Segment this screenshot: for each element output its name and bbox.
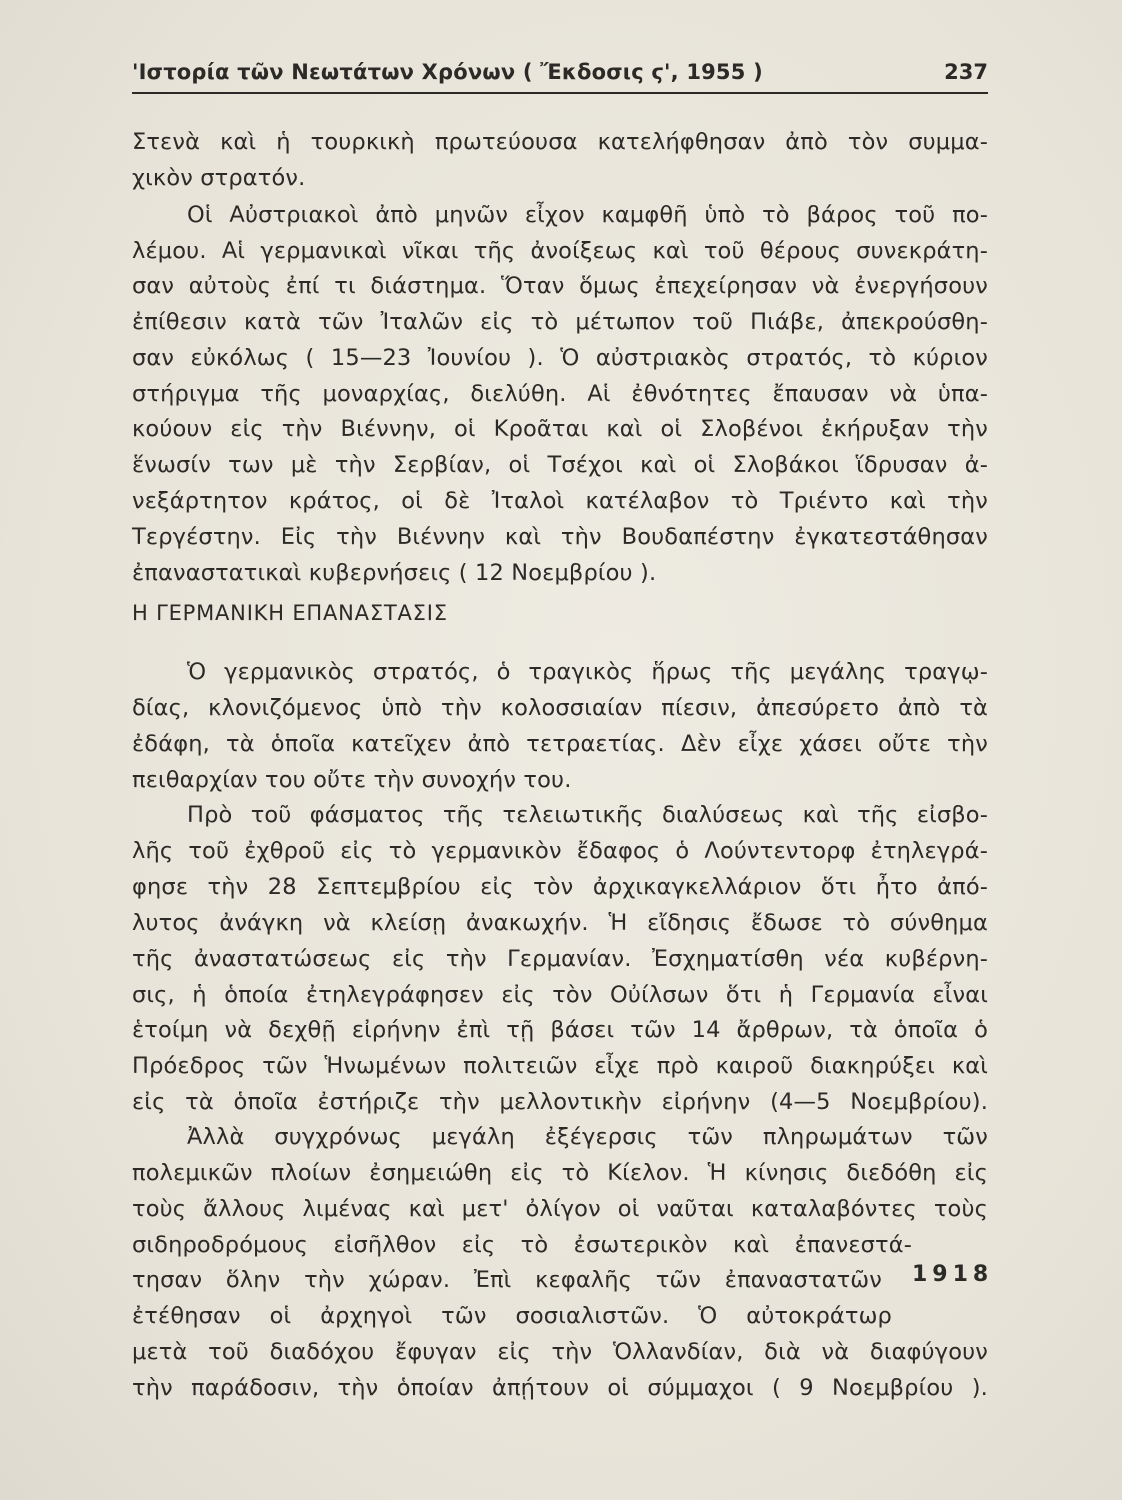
text-line: Ὁ γερμανικὸς στρατός, ὁ τραγικὸς ἥρως τῆς μεγάλης τραγῳ- xyxy=(187,659,988,685)
running-header xyxy=(132,58,988,94)
text-line: νεξάρτητον κράτος, οἱ δὲ Ἰταλοὶ κατέλαβον τὸ Τριέντο καὶ τὴν xyxy=(132,488,988,514)
text-line: ἕνωσίν των μὲ τὴν Σερβίαν, οἱ Τσέχοι καὶ οἱ Σλοβάκοι ἵδρυσαν ἀ- xyxy=(132,452,988,478)
text-line: σις, ἡ ὁποία ἐτηλεγράφησεν εἰς τὸν Οὐίλσων ὅτι ἡ Γερμανία εἶναι xyxy=(132,982,988,1008)
text-line: σαν αὐτοὺς ἐπί τι διάστημα. Ὅταν ὅμως ἐπεχείρησαν νὰ ἐνεργήσουν xyxy=(132,273,988,299)
text-line: Τεργέστην. Εἰς τὴν Βιέννην καὶ τὴν Βουδαπέστην ἐγκατεστάθησαν xyxy=(132,524,988,550)
text-line: Πρὸ τοῦ φάσματος τῆς τελειωτικῆς διαλύσεως καὶ τῆς εἰσβο- xyxy=(187,802,988,828)
text-line: πειθαρχίαν του οὔτε τὴν συνοχήν του. xyxy=(132,767,572,793)
text-line: στήριγμα τῆς μοναρχίας, διελύθη. Αἱ ἐθνότητες ἔπαυσαν νὰ ὑπα- xyxy=(132,381,988,407)
text-line: σιδηροδρόμους εἰσῆλθον εἰς τὸ ἐσωτερικὸν καὶ ἐπανεστά- xyxy=(132,1232,912,1258)
text-line: Οἱ Αὐστριακοὶ ἀπὸ μηνῶν εἶχον καμφθῆ ὑπὸ τὸ βάρος τοῦ πο- xyxy=(187,202,988,228)
text-line: τοὺς ἄλλους λιμένας καὶ μετ' ὀλίγον οἱ ναῦται καταλαβόντες τοὺς xyxy=(132,1196,988,1222)
text-line: σαν εὐκόλως ( 15—23 Ἰουνίου ). Ὁ αὐστριακὸς στρατός, τὸ κύριον xyxy=(132,345,988,371)
text-line: λέμου. Αἱ γερμανικαὶ νῖκαι τῆς ἀνοίξεως καὶ τοῦ θέρους συνεκράτη- xyxy=(132,238,988,264)
header-title: 'Ιστορία τῶν Νεωτάτων Χρόνων ( Ἔκδοσις ϛ', 1955 ) xyxy=(132,60,763,84)
text-line: τησαν ὅλην τὴν χώραν. Ἐπὶ κεφαλῆς τῶν ἐπαναστατῶν xyxy=(132,1267,882,1293)
text-line: ἐτέθησαν οἱ ἀρχηγοὶ τῶν σοσιαλιστῶν. Ὁ αὐτοκράτωρ xyxy=(132,1303,892,1329)
text-line: Ἀλλὰ συγχρόνως μεγάλη ἐξέγερσις τῶν πληρωμάτων τῶν xyxy=(187,1124,988,1150)
text-line: φησε τὴν 28 Σεπτεμβρίου εἰς τὸν ἀρχικαγκελλάριον ὅτι ἦτο ἀπό- xyxy=(132,874,988,900)
margin-year: 1918 xyxy=(912,1262,994,1287)
text-line: δίας, κλονιζόμενος ὑπὸ τὴν κολοσσιαίαν πίεσιν, ἀπεσύρετο ἀπὸ τὰ xyxy=(132,695,988,721)
text-line: Στενὰ καὶ ἡ τουρκικὴ πρωτεύουσα κατελήφθησαν ἀπὸ τὸν συμμα- xyxy=(132,129,988,155)
text-line: χικὸν στρατόν. xyxy=(132,165,306,191)
text-line: εἰς τὰ ὁποῖα ἐστήριζε τὴν μελλοντικὴν εἰρήνην (4—5 Νοεμβρίου). xyxy=(132,1089,988,1115)
text-line: ἐπαναστατικαὶ κυβερνήσεις ( 12 Νοεμβρίου ). xyxy=(132,560,657,586)
text-line: πολεμικῶν πλοίων ἐσημειώθη εἰς τὸ Κίελον. Ἡ κίνησις διεδόθη εἰς xyxy=(132,1160,988,1186)
text-line: λυτος ἀνάγκη νὰ κλείσῃ ἀνακωχήν. Ἡ εἴδησις ἔδωσε τὸ σύνθημα xyxy=(132,910,988,936)
text-line: ἐπίθεσιν κατὰ τῶν Ἰταλῶν εἰς τὸ μέτωπον τοῦ Πιάβε, ἀπεκρούσθη- xyxy=(132,309,988,335)
section-heading: Η ΓΕΡΜΑΝΙΚΗ ΕΠΑΝΑΣΤΑΣΙΣ xyxy=(132,601,448,625)
page-number: 237 xyxy=(944,60,988,84)
text-line: τὴν παράδοσιν, τὴν ὁποίαν ἀπῄτουν οἱ σύμμαχοι ( 9 Νοεμβρίου ). xyxy=(132,1375,988,1401)
text-line: κούουν εἰς τὴν Βιέννην, οἱ Κροᾶται καὶ οἱ Σλοβένοι ἐκήρυξαν τὴν xyxy=(132,416,988,442)
text-line: μετὰ τοῦ διαδόχου ἔφυγαν εἰς τὴν Ὁλλανδίαν, διὰ νὰ διαφύγουν xyxy=(132,1339,988,1365)
text-line: ἐδάφη, τὰ ὁποῖα κατεῖχεν ἀπὸ τετραετίας. Δὲν εἶχε χάσει οὔτε τὴν xyxy=(132,731,988,757)
text-line: τῆς ἀναστατώσεως εἰς τὴν Γερμανίαν. Ἐσχηματίσθη νέα κυβέρνη- xyxy=(132,946,988,972)
text-line: ἑτοίμη νὰ δεχθῇ εἰρήνην ἐπὶ τῇ βάσει τῶν 14 ἄρθρων, τὰ ὁποῖα ὁ xyxy=(132,1017,988,1043)
text-line: Πρόεδρος τῶν Ἡνωμένων πολιτειῶν εἶχε πρὸ καιροῦ διακηρύξει καὶ xyxy=(132,1053,988,1079)
text-line: λῆς τοῦ ἐχθροῦ εἰς τὸ γερμανικὸν ἔδαφος ὁ Λούντεντορφ ἐτηλεγρά- xyxy=(132,838,988,864)
